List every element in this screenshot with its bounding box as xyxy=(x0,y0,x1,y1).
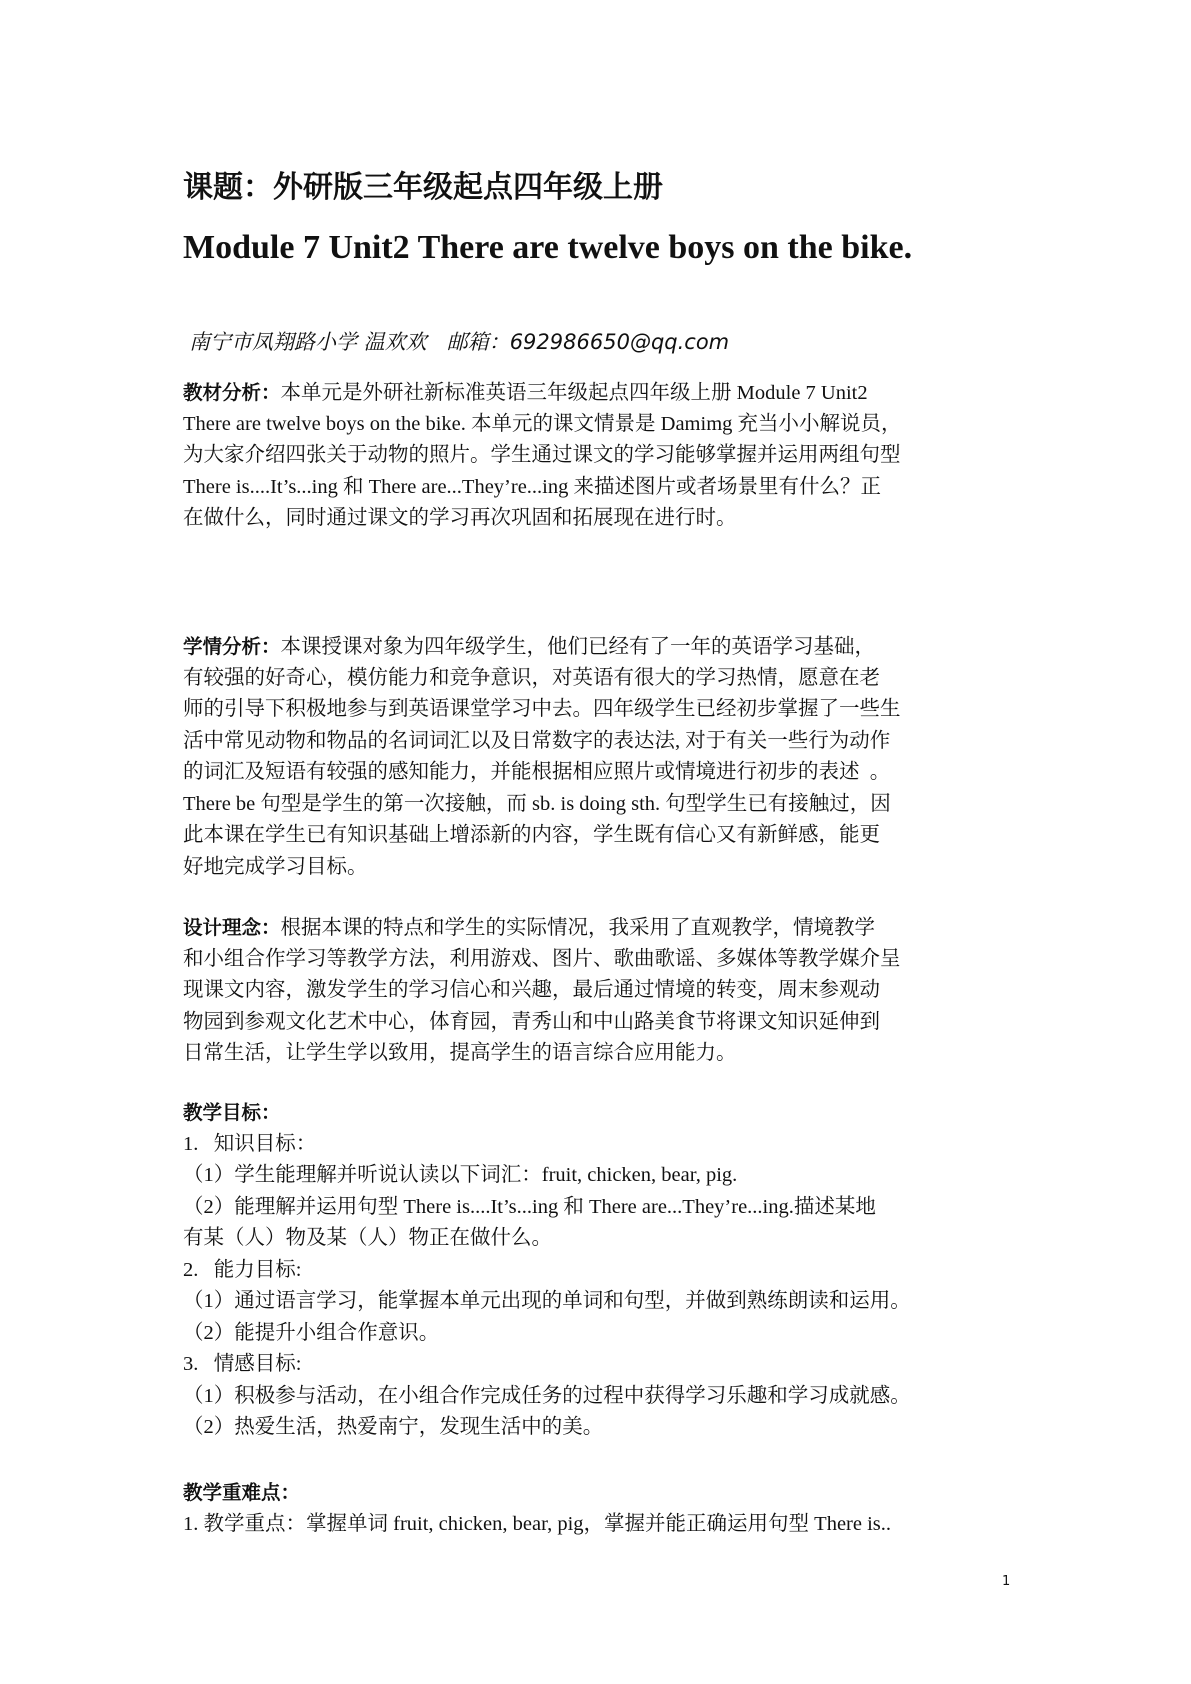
students-line-3: 师的引导下积极地参与到英语课堂学习中去。四年级学生已经初步掌握了一些生 xyxy=(183,698,901,720)
key-points-section xyxy=(183,1477,1023,1540)
key-points-heading: 教学重难点： xyxy=(183,1481,301,1504)
students-line-7: 此本课在学生已有知识基础上增添新的内容，学生既有信心又有新鲜感，能更 xyxy=(183,824,880,846)
goals-line-3: （2）能理解并运用句型 There is....It’s...ing 和 There are...They’re...ing.描述某地 xyxy=(183,1195,876,1218)
design-line-3: 现课文内容，激发学生的学习信心和兴趣，最后通过情境的转变，周末参观动 xyxy=(183,979,880,1001)
goals-line-8: 3. 情感目标: xyxy=(183,1353,302,1375)
design-line-4: 物园到参观文化艺术中心，体育园，青秀山和中山路美食节将课文知识延伸到 xyxy=(183,1010,880,1033)
material-line-3: 为大家介绍四张关于动物的照片。学生通过课文的学习能够掌握并运用两组句型 xyxy=(183,444,901,466)
lesson-title: Module 7 Unit2 There are twelve boys on the bike. xyxy=(183,229,913,266)
goals-line-1: 1. 知识目标： xyxy=(183,1132,317,1155)
material-line-4: There is....It’s...ing 和 There are...They’re...ing 来描述图片或者场景里有什么？正 xyxy=(183,475,881,498)
material-line-2: There are twelve boys on the bike. 本单元的课文情景是 Damimg 充当小小解说员， xyxy=(183,412,902,435)
student-analysis-section xyxy=(183,631,1023,883)
goals-line-9: （1）积极参与活动，在小组合作完成任务的过程中获得学习乐趣和学习成就感。 xyxy=(183,1384,911,1407)
design-line-2: 和小组合作学习等教学方法，利用游戏、图片、歌曲歌谣、多媒体等教学媒介呈 xyxy=(183,947,901,970)
key-points-line-1: 1. 教学重点：掌握单词 fruit, chicken, bear, pig，掌握并能正确运用句型 There is.. xyxy=(183,1512,892,1535)
students-line-8: 好地完成学习目标。 xyxy=(183,855,368,878)
student-analysis-label: 学情分析： xyxy=(183,635,281,658)
design-concept-section xyxy=(183,912,1023,1070)
design-line-1: 根据本课的特点和学生的实际情况，我采用了直观教学，情境教学 xyxy=(280,917,876,939)
goals-line-10: （2）热爱生活，热爱南宁，发现生活中的美。 xyxy=(183,1416,604,1438)
students-line-1: 本课授课对象为四年级学生，他们已经有了一年的英语学习基础， xyxy=(280,636,876,658)
students-line-6: There be 句型是学生的第一次接触，而 sb. is doing sth. 句型学生已有接触过，因 xyxy=(183,792,891,815)
teaching-goals-section xyxy=(183,1097,1023,1444)
goals-line-7: （2）能提升小组合作意识。 xyxy=(183,1321,440,1344)
goals-line-2: （1）学生能理解并听说认读以下词汇：fruit, chicken, bear, pig. xyxy=(183,1164,738,1186)
material-analysis-label: 教材分析： xyxy=(183,381,281,404)
paragraph-line xyxy=(183,631,1023,663)
material-line-1: 本单元是外研社新标准英语三年级起点四年级上册 Module 7 Unit2 xyxy=(280,382,868,404)
goals-line-4: 有某（人）物及某（人）物正在做什么。 xyxy=(183,1227,552,1249)
teaching-goals-heading: 教学目标： xyxy=(183,1101,281,1124)
design-line-5: 日常生活，让学生学以致用，提高学生的语言综合应用能力。 xyxy=(183,1042,737,1064)
author-line: 南宁市凤翔路小学 温欢欢 邮箱：692986650@qq.com xyxy=(189,330,730,354)
material-line-5: 在做什么，同时通过课文的学习再次巩固和拓展现在进行时。 xyxy=(183,507,737,529)
students-line-2: 有较强的好奇心，模仿能力和竞争意识，对英语有很大的学习热情，愿意在老 xyxy=(183,666,880,689)
page-number: 1 xyxy=(1002,1574,1011,1589)
material-analysis-section xyxy=(183,377,1023,535)
goals-line-5: 2. 能力目标: xyxy=(183,1258,302,1281)
paragraph-line xyxy=(183,912,1023,944)
paragraph-line xyxy=(183,377,1023,409)
students-line-5: 的词汇及短语有较强的感知能力，并能根据相应照片或情境进行初步的表述 。 xyxy=(183,761,891,783)
students-line-4: 活中常见动物和物品的名词词汇以及日常数字的表达法, 对于有关一些行为动作 xyxy=(183,729,891,752)
page-title: 课题：外研版三年级起点四年级上册 xyxy=(183,170,663,205)
goals-line-6: （1）通过语言学习，能掌握本单元出现的单词和句型，并做到熟练朗读和运用。 xyxy=(183,1290,911,1312)
design-concept-label: 设计理念： xyxy=(183,916,281,939)
